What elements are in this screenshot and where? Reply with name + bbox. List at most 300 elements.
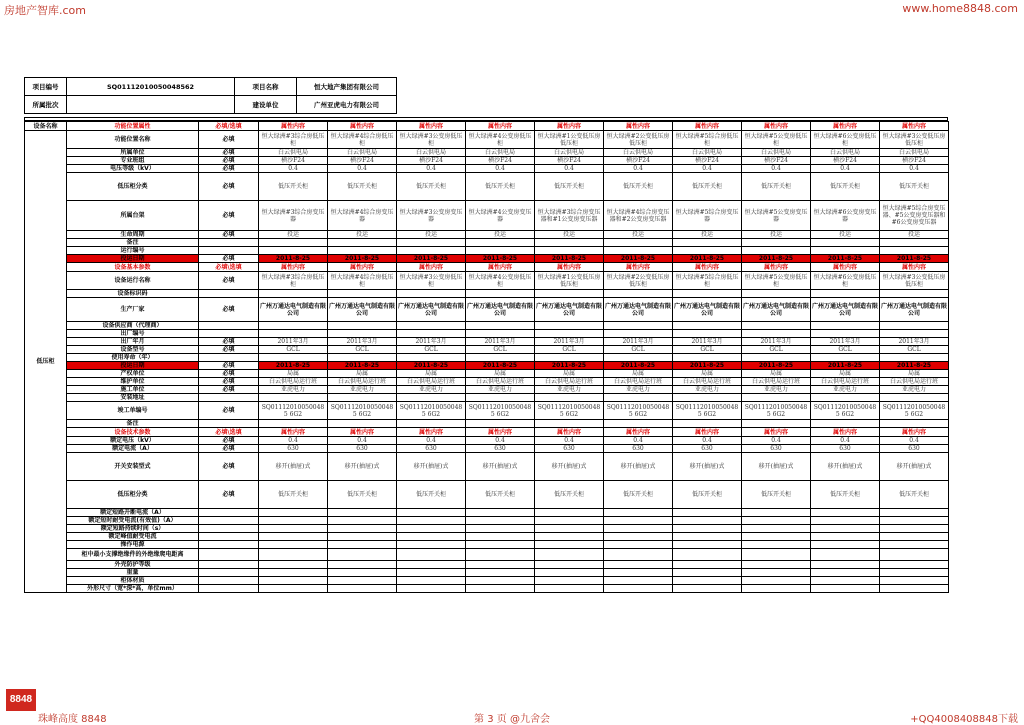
value-cell: 恒大绿洲#5综合房低压柜	[673, 272, 742, 290]
footer-left-text: 珠峰高度 8848	[38, 714, 107, 725]
value-cell: 白云供电局运行班	[535, 378, 604, 386]
value-cell: 亚虎电力	[328, 386, 397, 394]
value-cell	[535, 549, 604, 561]
value-cell: 2011-8-25	[259, 255, 328, 263]
value-cell: 2011年3月	[604, 338, 673, 346]
row-label: 出厂编号	[67, 330, 199, 338]
value-cell	[397, 509, 466, 517]
row-required	[199, 239, 259, 247]
value-cell: 恒大绿洲#3公变房变压器	[397, 201, 466, 231]
value-cell	[535, 577, 604, 585]
value-cell: SQ011120100500485 6G2	[742, 402, 811, 420]
value-cell	[673, 239, 742, 247]
attr-header-cell: 属性内容	[673, 263, 742, 272]
row-label: 安装地址	[67, 394, 199, 402]
value-cell	[259, 330, 328, 338]
value-cell: 2011年3月	[328, 338, 397, 346]
attr-header-cell: 属性内容	[604, 122, 673, 131]
table-row	[25, 173, 949, 201]
batch-label: 所属批次	[25, 96, 67, 114]
row-required: 必填	[199, 402, 259, 420]
table-row	[25, 437, 949, 445]
value-cell	[811, 239, 880, 247]
row-label: 备注	[67, 420, 199, 428]
value-cell: 广州万通达电气制造有限公司	[328, 298, 397, 322]
value-cell: 横沙F24	[604, 157, 673, 165]
attr-header-cell: 属性内容	[397, 263, 466, 272]
row-required: 必填	[199, 131, 259, 149]
project-name-label: 项目名称	[235, 78, 297, 96]
value-cell: 0.4	[880, 437, 949, 445]
value-cell	[742, 354, 811, 362]
value-cell	[673, 290, 742, 298]
value-cell	[604, 420, 673, 428]
builder-value: 广州亚虎电力有限公司	[297, 96, 397, 114]
value-cell	[811, 354, 880, 362]
value-cell: 恒大绿洲#3综合房变压器	[259, 201, 328, 231]
value-cell	[742, 509, 811, 517]
value-cell	[535, 517, 604, 525]
value-cell	[328, 394, 397, 402]
row-label: 电压等级（kV）	[67, 165, 199, 173]
table-row	[25, 231, 949, 239]
attr-header-cell: 属性内容	[535, 428, 604, 437]
value-cell	[880, 247, 949, 255]
value-cell: 0.4	[604, 165, 673, 173]
row-required: 必填	[199, 481, 259, 509]
value-cell	[259, 509, 328, 517]
value-cell: 低压开关柜	[535, 481, 604, 509]
row-label: 投运日期	[67, 255, 199, 263]
value-cell: 恒大绿洲#6公变房低压柜	[811, 272, 880, 290]
table-row	[25, 517, 949, 525]
value-cell	[397, 585, 466, 593]
value-cell: SQ011120100500485 6G2	[811, 402, 880, 420]
value-cell: 0.4	[673, 165, 742, 173]
table-row	[25, 394, 949, 402]
value-cell	[397, 394, 466, 402]
value-cell: 2011-8-25	[742, 362, 811, 370]
row-required	[199, 561, 259, 569]
value-cell	[397, 322, 466, 330]
value-cell	[535, 533, 604, 541]
row-label: 维护单位	[67, 378, 199, 386]
value-cell: 低压开关柜	[604, 173, 673, 201]
value-cell	[466, 239, 535, 247]
value-cell	[466, 541, 535, 549]
table-row	[25, 585, 949, 593]
table-row	[25, 201, 949, 231]
value-cell: 630	[466, 445, 535, 453]
value-cell: SQ011120100500485 6G2	[673, 402, 742, 420]
value-cell	[880, 290, 949, 298]
row-required: 必填	[199, 298, 259, 322]
value-cell: 白云供电局	[466, 149, 535, 157]
value-cell: 低压开关柜	[811, 173, 880, 201]
value-cell: GCL	[328, 346, 397, 354]
value-cell	[673, 322, 742, 330]
value-cell: 横沙F24	[466, 157, 535, 165]
value-cell: 恒大绿洲#5公变房低压柜	[742, 131, 811, 149]
value-cell	[604, 239, 673, 247]
value-cell	[673, 525, 742, 533]
value-cell	[397, 525, 466, 533]
table-row	[25, 561, 949, 569]
value-cell: 2011-8-25	[673, 362, 742, 370]
row-label: 柜中最小支撑绝缘件的外绝缘爬电距离	[67, 549, 199, 561]
table-row	[25, 420, 949, 428]
value-cell	[673, 354, 742, 362]
row-required	[199, 549, 259, 561]
value-cell: 恒大绿洲#1公变低压房低压柜	[535, 131, 604, 149]
value-cell	[397, 569, 466, 577]
value-cell	[535, 525, 604, 533]
value-cell	[259, 354, 328, 362]
attr-header-cell: 属性内容	[880, 263, 949, 272]
row-label: 设备型号	[67, 346, 199, 354]
value-cell: 恒大绿洲#5综合房变压器、#5公变房变压器和#6公变房变压器	[880, 201, 949, 231]
row-label: 额定电压（kV）	[67, 437, 199, 445]
table-row	[25, 272, 949, 290]
attr-header-cell: 属性内容	[466, 263, 535, 272]
value-cell	[535, 394, 604, 402]
value-cell: 亚虎电力	[259, 386, 328, 394]
attr-header-cell: 属性内容	[880, 428, 949, 437]
value-cell: 白云供电局	[673, 149, 742, 157]
attr-header-cell: 属性内容	[742, 122, 811, 131]
value-cell	[604, 290, 673, 298]
row-required: 必填	[199, 231, 259, 239]
value-cell: 亚虎电力	[742, 386, 811, 394]
value-cell	[604, 509, 673, 517]
value-cell: 恒大绿洲#5公变房低压柜	[742, 272, 811, 290]
row-label: 开关安装型式	[67, 453, 199, 481]
value-cell	[397, 420, 466, 428]
value-cell	[811, 525, 880, 533]
value-cell	[880, 561, 949, 569]
value-cell: 2011年3月	[880, 338, 949, 346]
value-cell	[535, 322, 604, 330]
value-cell: 低压开关柜	[259, 173, 328, 201]
value-cell: GCL	[604, 346, 673, 354]
value-cell: GCL	[259, 346, 328, 354]
value-cell	[328, 420, 397, 428]
value-cell	[259, 541, 328, 549]
value-cell	[328, 569, 397, 577]
value-cell	[328, 239, 397, 247]
value-cell	[466, 420, 535, 428]
row-required: 必填	[199, 272, 259, 290]
section-req-title: 必填\选填	[199, 263, 259, 272]
row-required: 必填	[199, 362, 259, 370]
value-cell: 移开(抽屉)式	[673, 453, 742, 481]
table-row	[25, 370, 949, 378]
value-cell: 广州万通达电气制造有限公司	[742, 298, 811, 322]
row-required: 必填	[199, 157, 259, 165]
value-cell: 局属	[535, 370, 604, 378]
value-cell: 低压开关柜	[466, 481, 535, 509]
row-required	[199, 541, 259, 549]
value-cell	[328, 290, 397, 298]
value-cell	[328, 541, 397, 549]
value-cell	[880, 330, 949, 338]
value-cell: 2011-8-25	[535, 362, 604, 370]
row-required: 必填	[199, 255, 259, 263]
value-cell: 恒大绿洲#4公变房低压柜	[466, 272, 535, 290]
value-cell: 恒大绿洲#2公变低压房低压柜	[604, 131, 673, 149]
value-cell: 投运	[673, 231, 742, 239]
attr-header-cell: 属性内容	[397, 122, 466, 131]
value-cell	[604, 533, 673, 541]
value-cell: 2011-8-25	[397, 255, 466, 263]
value-cell: 恒大绿洲#4公变房变压器	[466, 201, 535, 231]
row-label: 低压柜分类	[67, 481, 199, 509]
value-cell: 低压开关柜	[535, 173, 604, 201]
value-cell	[880, 585, 949, 593]
value-cell	[397, 290, 466, 298]
row-label: 额定短路持续时间（s）	[67, 525, 199, 533]
value-cell: 亚虎电力	[535, 386, 604, 394]
value-cell	[466, 290, 535, 298]
value-cell: SQ011120100500485 6G2	[880, 402, 949, 420]
row-required	[199, 354, 259, 362]
row-required: 必填	[199, 453, 259, 481]
value-cell	[328, 561, 397, 569]
table-row	[25, 453, 949, 481]
value-cell: 低压开关柜	[328, 173, 397, 201]
row-required	[199, 420, 259, 428]
value-cell	[604, 585, 673, 593]
value-cell	[742, 239, 811, 247]
value-cell: 移开(抽屉)式	[811, 453, 880, 481]
value-cell: 恒大绿洲#3综合房低压柜	[259, 131, 328, 149]
value-cell: 低压开关柜	[880, 173, 949, 201]
table-row	[25, 525, 949, 533]
value-cell: 广州万通达电气制造有限公司	[397, 298, 466, 322]
value-cell: 白云供电局	[328, 149, 397, 157]
value-cell: 0.4	[880, 165, 949, 173]
attr-header-cell: 属性内容	[673, 428, 742, 437]
value-cell: 亚虎电力	[466, 386, 535, 394]
project-no-value: SQ01112010050048562	[67, 78, 235, 96]
value-cell: 0.4	[811, 437, 880, 445]
value-cell: 白云供电局运行班	[880, 378, 949, 386]
value-cell	[328, 517, 397, 525]
value-cell: 白云供电局	[259, 149, 328, 157]
value-cell	[535, 585, 604, 593]
value-cell	[604, 330, 673, 338]
value-cell: GCL	[397, 346, 466, 354]
value-cell	[742, 330, 811, 338]
value-cell: 白云供电局运行班	[742, 378, 811, 386]
value-cell	[604, 322, 673, 330]
attr-header-cell: 属性内容	[811, 263, 880, 272]
value-cell	[880, 517, 949, 525]
row-required	[199, 585, 259, 593]
value-cell: 2011年3月	[742, 338, 811, 346]
attr-header-cell: 属性内容	[535, 263, 604, 272]
row-label: 运行编号	[67, 247, 199, 255]
attr-header-cell: 属性内容	[535, 122, 604, 131]
value-cell: 恒大绿洲#3公变房低压柜	[397, 272, 466, 290]
attr-header-cell: 属性内容	[811, 428, 880, 437]
value-cell	[880, 394, 949, 402]
value-cell: 广州万通达电气制造有限公司	[259, 298, 328, 322]
value-cell: 恒大绿洲#4综合房变压器和#2公变房变压器	[604, 201, 673, 231]
value-cell: GCL	[535, 346, 604, 354]
row-label: 专业班组	[67, 157, 199, 165]
row-label: 额定短路开断电流（A）	[67, 509, 199, 517]
row-required: 必填	[199, 437, 259, 445]
value-cell: 2011年3月	[673, 338, 742, 346]
table-row	[25, 533, 949, 541]
value-cell	[880, 525, 949, 533]
table-row	[25, 386, 949, 394]
value-cell	[742, 541, 811, 549]
value-cell	[259, 533, 328, 541]
section-title: 设备技术参数	[67, 428, 199, 437]
value-cell: 2011-8-25	[811, 255, 880, 263]
value-cell	[397, 549, 466, 561]
value-cell: 局属	[604, 370, 673, 378]
value-cell	[742, 517, 811, 525]
value-cell	[397, 239, 466, 247]
section-req-title: 必填/选填	[199, 122, 259, 131]
value-cell: 低压开关柜	[742, 173, 811, 201]
value-cell: SQ011120100500485 6G2	[397, 402, 466, 420]
value-cell: 0.4	[604, 437, 673, 445]
value-cell: 局属	[466, 370, 535, 378]
value-cell: 低压开关柜	[397, 481, 466, 509]
table-row	[25, 362, 949, 370]
table-row	[25, 481, 949, 509]
builder-label: 建设单位	[235, 96, 297, 114]
value-cell	[673, 330, 742, 338]
value-cell	[397, 533, 466, 541]
table-row	[25, 569, 949, 577]
value-cell: 630	[604, 445, 673, 453]
value-cell: 亚虎电力	[604, 386, 673, 394]
row-label: 使用寿命（年）	[67, 354, 199, 362]
value-cell	[742, 322, 811, 330]
value-cell	[397, 577, 466, 585]
section-title: 功能位置属性	[67, 122, 199, 131]
row-required	[199, 517, 259, 525]
value-cell	[880, 541, 949, 549]
value-cell	[604, 569, 673, 577]
value-cell	[328, 354, 397, 362]
value-cell	[259, 525, 328, 533]
value-cell	[259, 585, 328, 593]
value-cell	[880, 569, 949, 577]
value-cell: 白云供电局	[811, 149, 880, 157]
value-cell	[811, 517, 880, 525]
value-cell: 恒大绿洲#4综合房低压柜	[328, 131, 397, 149]
value-cell: 630	[811, 445, 880, 453]
value-cell: 2011-8-25	[604, 255, 673, 263]
value-cell: 恒大绿洲#4公变房低压柜	[466, 131, 535, 149]
value-cell: 2011-8-25	[466, 255, 535, 263]
value-cell: 低压开关柜	[742, 481, 811, 509]
row-label: 低压柜分类	[67, 173, 199, 201]
table-row	[25, 149, 949, 157]
value-cell: 0.4	[811, 165, 880, 173]
row-required: 必填	[199, 165, 259, 173]
value-cell	[673, 561, 742, 569]
value-cell: 白云供电局运行班	[397, 378, 466, 386]
value-cell: 2011-8-25	[880, 362, 949, 370]
value-cell: GCL	[742, 346, 811, 354]
row-label: 设备供应商（代理商）	[67, 322, 199, 330]
value-cell: 恒大绿洲#3综合房变压器和#1公变房变压器	[535, 201, 604, 231]
value-cell	[466, 354, 535, 362]
value-cell	[466, 525, 535, 533]
value-cell	[673, 509, 742, 517]
value-cell: 广州万通达电气制造有限公司	[880, 298, 949, 322]
table-row	[25, 445, 949, 453]
value-cell: 低压开关柜	[811, 481, 880, 509]
value-cell: 广州万通达电气制造有限公司	[673, 298, 742, 322]
value-cell: 630	[328, 445, 397, 453]
value-cell: SQ011120100500485 6G2	[466, 402, 535, 420]
value-cell	[742, 247, 811, 255]
value-cell	[328, 525, 397, 533]
row-required: 必填	[199, 338, 259, 346]
value-cell: 移开(抽屉)式	[604, 453, 673, 481]
row-label: 竣工单编号	[67, 402, 199, 420]
value-cell	[535, 354, 604, 362]
value-cell: 移开(抽屉)式	[259, 453, 328, 481]
row-required	[199, 577, 259, 585]
value-cell	[466, 247, 535, 255]
row-required	[199, 533, 259, 541]
value-cell: 恒大绿洲#3公变房低压柜	[397, 131, 466, 149]
attr-header-cell: 属性内容	[604, 428, 673, 437]
value-cell: 横沙F24	[880, 157, 949, 165]
value-cell: 恒大绿洲#4综合房变压器	[328, 201, 397, 231]
section-title: 设备基本参数	[67, 263, 199, 272]
value-cell: 亚虎电力	[811, 386, 880, 394]
device-name-value: 低压柜	[25, 131, 67, 593]
value-cell: 0.4	[259, 165, 328, 173]
value-cell	[466, 577, 535, 585]
value-cell: 2011年3月	[466, 338, 535, 346]
row-required	[199, 525, 259, 533]
value-cell: 低压开关柜	[604, 481, 673, 509]
value-cell	[397, 561, 466, 569]
row-required	[199, 247, 259, 255]
site-watermark-left: 房地产智库.com	[4, 4, 86, 17]
value-cell	[811, 509, 880, 517]
row-label: 外形尺寸（宽*深*高，单位mm）	[67, 585, 199, 593]
value-cell	[811, 420, 880, 428]
value-cell	[535, 330, 604, 338]
value-cell: GCL	[466, 346, 535, 354]
value-cell	[880, 354, 949, 362]
table-row	[25, 165, 949, 173]
value-cell	[811, 577, 880, 585]
value-cell	[466, 549, 535, 561]
value-cell: 0.4	[466, 437, 535, 445]
value-cell: 2011-8-25	[328, 362, 397, 370]
value-cell: 0.4	[535, 437, 604, 445]
value-cell: 恒大绿洲#4综合房低压柜	[328, 272, 397, 290]
value-cell	[604, 561, 673, 569]
value-cell	[535, 509, 604, 517]
value-cell: 恒大绿洲#3综合房低压柜	[259, 272, 328, 290]
value-cell	[259, 420, 328, 428]
value-cell	[328, 322, 397, 330]
